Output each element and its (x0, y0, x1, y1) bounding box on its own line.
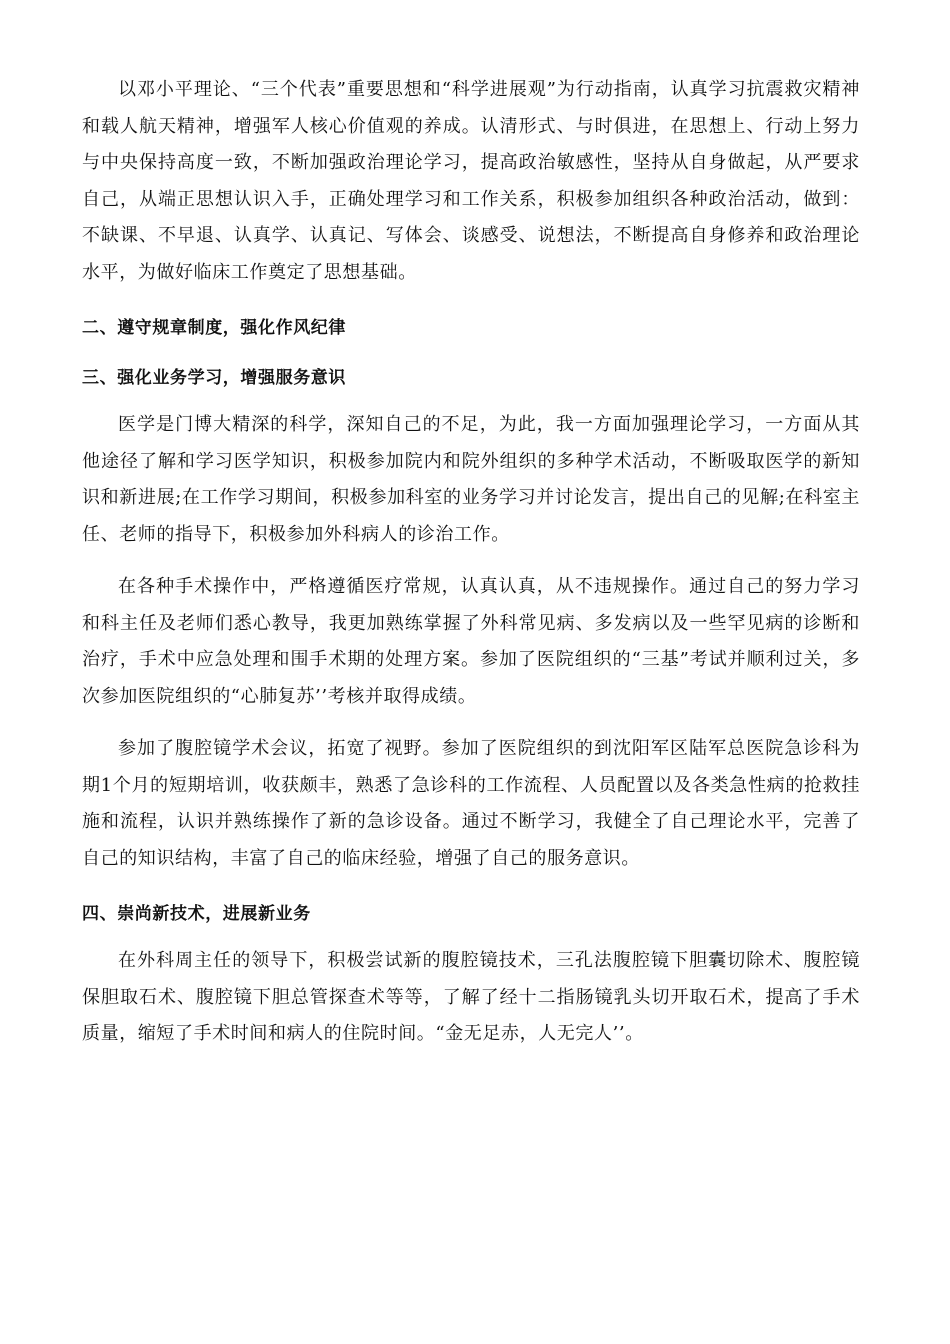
section-3-paragraph-2: 在各种手术操作中，严格遵循医疗常规，认真认真，从不违规操作。通过自己的努力学习和科主任及老师们悉心教导，我更加熟练掌握了外科常见病、多发病以及一些罕见病的诊断和治疗，手术中应急处理和围手术期的处理方案。参加了医院组织的“三基”考试并顺利过关，多次参加医院组织的“心肺复苏’’考核并取得成绩。 (82, 576, 860, 707)
section-2-heading: 二、遵守规章制度，强化作风纪律 (82, 318, 346, 338)
section-3-paragraph-3: 参加了腹腔镜学术会议，拓宽了视野。参加了医院组织的到沈阳军区陆军总医院急诊科为期1个月的短期培训，收获颇丰，熟悉了急诊科的工作流程、人员配置以及各类急性病的抢救挂施和流程，认识并熟练操作了新的急诊设备。通过不断学习，我健全了自己理论水平，完善了自己的知识结构，丰富了自己的临床经验，增强了自己的服务意识。 (82, 738, 860, 869)
intro-paragraph: 以邓小平理论、“三个代表”重要思想和“科学进展观”为行动指南，认真学习抗震救灾精神和载人航天精神，增强军人核心价值观的养成。认清形式、与时俱进，在思想上、行动上努力与中央保持高度一致，不断加强政治理论学习，提高政治敏感性，坚持从自身做起，从严要求自己，从端正思想认识入手，正确处理学习和工作关系，积极参加组织各种政治活动，做到：不缺课、不早退、认真学、认真记、写体会、谈感受、说想法，不断提高自身修养和政治理论水平，为做好临床工作奠定了思想基础。 (82, 79, 860, 283)
section-3-paragraph-1: 医学是门博大精深的科学，深知自己的不足，为此，我一方面加强理论学习，一方面从其他途径了解和学习医学知识，积极参加院内和院外组织的多种学术活动，不断吸取医学的新知识和新进展;在工作学习期间，积极参加科室的业务学习并讨论发言，提出自己的见解;在科室主任、老师的指导下，积极参加外科病人的诊治工作。 (82, 414, 860, 545)
section-4-paragraph-1: 在外科周主任的领导下，积极尝试新的腹腔镜技术，三孔法腹腔镜下胆囊切除术、腹腔镜保胆取石术、腹腔镜下胆总管探查术等等，了解了经十二指肠镜乳头切开取石术，提高了手术质量，缩短了手术时间和病人的住院时间。“金无足赤，人无完人’’。 (82, 950, 860, 1044)
section-4-heading: 四、崇尚新技术，进展新业务 (82, 904, 311, 924)
section-3-heading: 三、强化业务学习，增强服务意识 (82, 368, 346, 388)
